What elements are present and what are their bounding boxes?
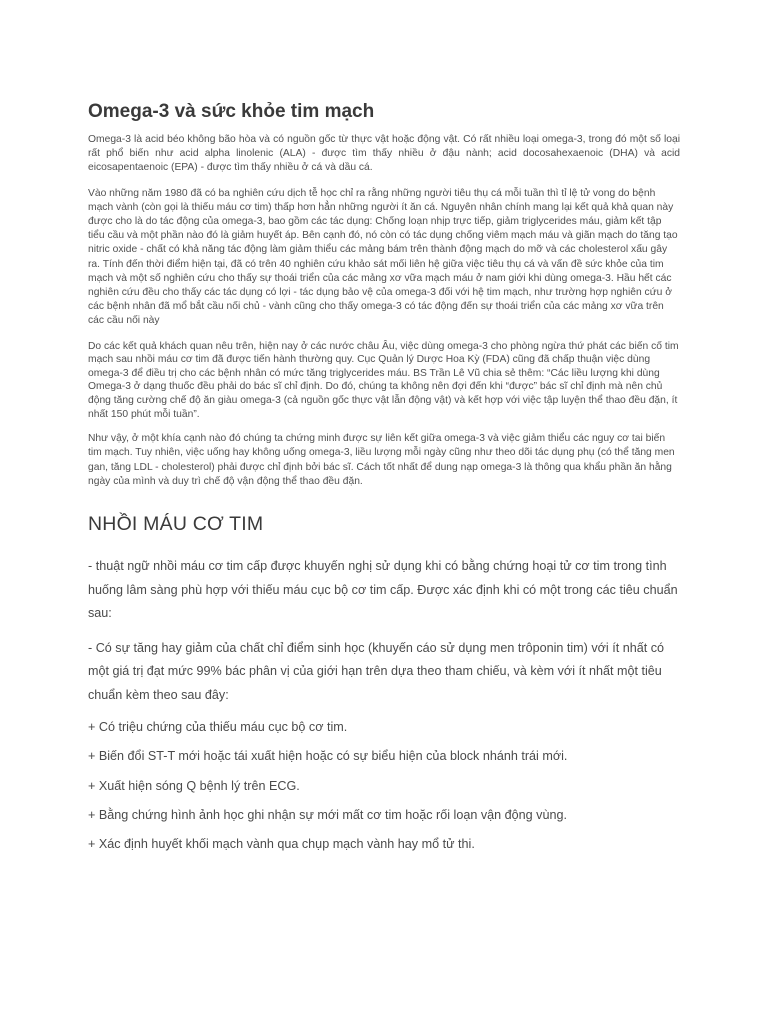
omega3-paragraph-research: Vào những năm 1980 đã có ba nghiên cứu dịch tễ học chỉ ra rằng những người tiêu thụ cá mỗi tuần thì tỉ lệ tử vong do bệnh mạch vành (còn gọi là thiếu máu cơ tim) thấp hơn hẳn những người ít ăn cá. Nguyên nhân chính mang lại kết quả khả quan này được cho là do tác động của omega-3, bao gồm các tác dụng: Chống loạn nhịp trực tiếp, giảm triglycerides máu, giảm kết tập tiểu cầu và một phần nào đó là giảm huyết áp. Bên cạnh đó, nó còn có tác dụng chống viêm mạch máu và giãn mạch do tăng tạo nitric oxide - chất có khả năng tác động làm giảm thiểu các mảng bám trên thành động mạch do mỡ và các cholesterol xấu gây ra. Tính đến thời điểm hiện tại, đã có trên 40 nghiên cứu khảo sát mối liên hệ giữa việc tiêu thụ cá và vấn đề sức khỏe của tim mạch và một số nghiên cứu cho thấy sự thoái triển của các mảng xơ vữa mạch máu ở nam giới khi dùng omega-3. Hầu hết các nghiên cứu đều cho thấy các tác dụng có lợi - tác dụng bảo vệ của omega-3 đối với hệ tim mạch, như trường hợp nghiên cứu ở các bệnh nhân đã mổ bắt cầu nối chủ - vành cũng cho thấy omega-3 có tác động đến sự thoái triển của các mảng xơ vữa trên các cầu nối này [88,187,678,327]
infarction-paragraph-definition: - thuật ngữ nhồi máu cơ tim cấp được khuyến nghị sử dụng khi có bằng chứng hoại tử cơ tim trong tình huống lâm sàng phù hợp với thiếu máu cục bộ cơ tim cấp. Được xác định khi có một trong các tiêu chuẩn sau: [88,559,678,621]
omega3-paragraph-conclusion: Như vậy, ở một khía cạnh nào đó chúng ta chứng minh được sự liên kết giữa omega-3 và việc giảm thiểu các nguy cơ tai biến tim mạch. Tuy nhiên, việc uống hay không uống omega-3, liều lượng mỗi ngày cũng như theo dõi tác dụng phụ (có thể tăng men gan, tăng LDL - cholesterol) phải được chỉ định bởi bác sĩ. Cách tốt nhất để dung nạp omega-3 là thông qua khẩu phần ăn hằng ngày của mình và duy trì chế độ vận động thể thao đều đặn. [88,433,675,487]
criteria-item: + Biến đổi ST-T mới hoặc tái xuất hiện hoặc có sự biểu hiện của block nhánh trái mới. [88,749,568,764]
omega3-paragraph-intro: Omega-3 là acid béo không bão hòa và có nguồn gốc từ thực vật hoặc động vật. Có rất nhiều loại omega-3, trong đó một số loại rất phổ biến như acid alpha linolenic (ALA) - được tìm thấy nhiều ở đậu nành; acid docosahexaenoic (DHA) và acid eicosapentaenoic (EPA) - được tìm thấy nhiều ở cá và dầu cá. [88,134,680,174]
infarction-title: NHỒI MÁU CƠ TIM [88,513,264,536]
infarction-criteria-list [88,718,680,853]
criteria-item: + Có triệu chứng của thiếu máu cục bộ cơ tim. [88,720,348,735]
criteria-item: + Xuất hiện sóng Q bệnh lý trên ECG. [88,778,300,793]
document-page [88,100,680,865]
criteria-item: + Xác định huyết khối mạch vành qua chụp mạch vành hay mổ tử thi. [88,837,475,852]
infarction-paragraph-biomarker: - Có sự tăng hay giảm của chất chỉ điểm sinh học (khuyến cáo sử dụng men trôponin tim) với ít nhất có một giá trị đạt mức 99% bác phân vị của giới hạn trên dựa theo tham chiếu, và kèm với ít nhất một tiêu chuẩn kèm theo sau đây: [88,640,665,702]
criteria-item: + Bằng chứng hình ảnh học ghi nhận sự mới mất cơ tim hoặc rối loạn vận động vùng. [88,807,567,822]
omega3-paragraph-recommendation: Do các kết quả khách quan nêu trên, hiện nay ở các nước châu Âu, việc dùng omega-3 cho phòng ngừa thứ phát các biến cố tim mạch sau nhồi máu cơ tim đã được tiến hành thường quy. Cục Quản lý Dược Hoa Kỳ (FDA) cũng đã chấp thuận việc dùng omega-3 để điều trị cho các bệnh nhân có mức tăng triglycerides máu. BS Trần Lê Vũ chia sẻ thêm: “Các liều lượng khi dùng Omega-3 ở dạng thuốc đều phải do bác sĩ chỉ định. Do đó, chúng ta không nên đợi đến khi “được” bác sĩ chỉ định mà nên chủ động tăng cường chế độ ăn giàu omega-3 (cả nguồn gốc thực vật lẫn động vật) và kết hợp với việc tập luyện thể thao đều đặn, ít nhất 150 phút mỗi tuần”. [88,340,679,420]
omega3-title: Omega-3 và sức khỏe tim mạch [88,101,375,122]
